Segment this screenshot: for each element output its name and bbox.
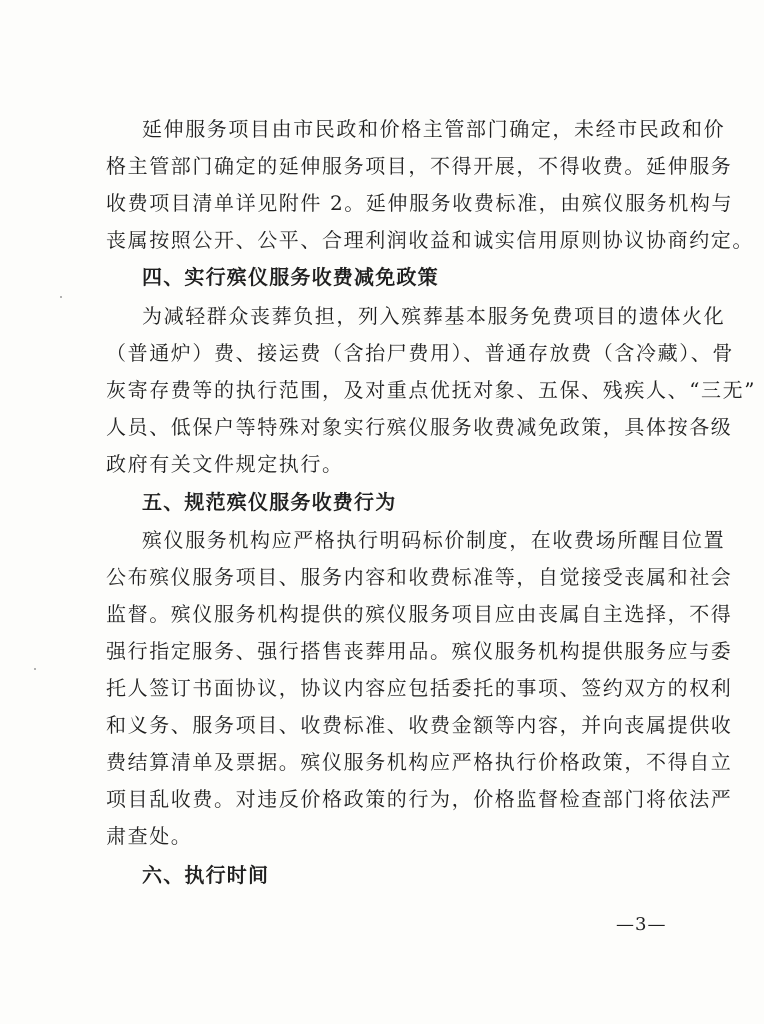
section-heading-4: 四、实行殡仪服务收费减免政策	[142, 265, 439, 289]
section-heading-6: 六、执行时间	[142, 863, 270, 887]
paragraph-line: 为减轻群众丧葬负担，列入殡葬基本服务免费项目的遗体火化	[142, 304, 726, 328]
paragraph-line: 政府有关文件规定执行。	[106, 452, 344, 476]
scan-speck	[60, 296, 62, 298]
paragraph-line: （普通炉）费、接运费（含抬尸费用）、普通存放费（含冷藏）、骨	[106, 341, 734, 365]
paragraph-line: 项目乱收费。对违反价格政策的行为，价格监督检查部门将依法严	[106, 787, 733, 811]
paragraph-line: 公布殡仪服务项目、服务内容和收费标准等，自觉接受丧属和社会	[106, 565, 733, 589]
paragraph-line: 和义务、服务项目、收费标准、收费金额等内容，并向丧属提供收	[106, 713, 733, 737]
page-number: —3—	[616, 914, 667, 935]
paragraph-line: 殡仪服务机构应严格执行明码标价制度，在收费场所醒目位置	[142, 528, 726, 552]
paragraph-line: 灰寄存费等的执行范围，及对重点优抚对象、五保、残疾人、“三无”	[106, 378, 757, 402]
section-heading-5: 五、规范殡仪服务收费行为	[142, 490, 397, 514]
paragraph-line: 格主管部门确定的延伸服务项目，不得开展，不得收费。延伸服务	[106, 154, 733, 178]
paragraph-line: 费结算清单及票据。殡仪服务机构应严格执行价格政策，不得自立	[106, 750, 733, 774]
scan-speck	[34, 668, 36, 670]
paragraph-line: 延伸服务项目由市民政和价格主管部门确定，未经市民政和价	[142, 117, 726, 141]
paragraph-line: 丧属按照公开、公平、合理利润收益和诚实信用原则协议协商约定。	[106, 228, 754, 252]
paragraph-line: 托人签订书面协议，协议内容应包括委托的事项、签约双方的权利	[106, 676, 733, 700]
paragraph-line: 监督。殡仪服务机构提供的殡仪服务项目应由丧属自主选择，不得	[106, 602, 733, 626]
paragraph-line: 肃查处。	[106, 824, 193, 848]
paragraph-line: 收费项目清单详见附件 2。延伸服务收费标准，由殡仪服务机构与	[106, 191, 734, 215]
paragraph-line: 强行指定服务、强行搭售丧葬用品。殡仪服务机构提供服务应与委	[106, 639, 733, 663]
paragraph-line: 人员、低保户等特殊对象实行殡仪服务收费减免政策，具体按各级	[106, 415, 733, 439]
